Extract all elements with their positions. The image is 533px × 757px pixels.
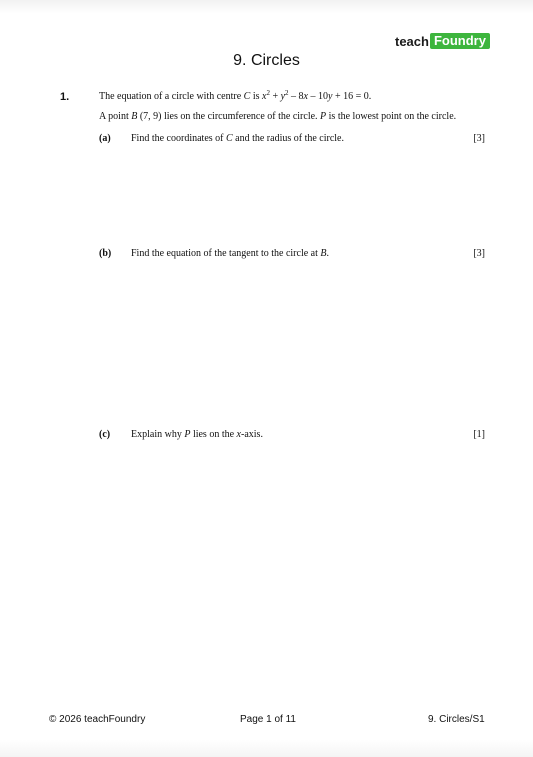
footer-copyright: © 2026 teachFoundry: [49, 714, 146, 725]
part-c-marks: [1]: [473, 429, 485, 440]
part-a-label: (a): [99, 133, 111, 144]
part-b-label: (b): [99, 248, 112, 259]
footer-reference: 9. Circles/S1: [428, 714, 485, 725]
part-b-text: Find the equation of the tangent to the circle at B.: [131, 248, 329, 259]
part-c-label: (c): [99, 429, 111, 440]
question-stem-point: A point B (7, 9) lies on the circumference of the circle. P is the lowest point on the circle.: [99, 111, 457, 122]
part-b-marks: [3]: [473, 248, 485, 259]
part-a-text: Find the coordinates of C and the radius of the circle.: [131, 133, 344, 144]
logo-teach-text: teach: [395, 33, 429, 49]
top-shadow: [0, 0, 533, 14]
question-number: 1.: [60, 91, 70, 103]
part-a-marks: [3]: [473, 133, 485, 144]
teachfoundry-logo: [395, 33, 490, 49]
footer-page-number: Page 1 of 11: [240, 714, 296, 725]
question-stem-equation: The equation of a circle with centre C is $x^2 + y^2 - 8x - 10y + 16 = 0$.: [99, 89, 372, 102]
part-c-text: Explain why P lies on the x-axis.: [131, 429, 263, 440]
bottom-shadow: [0, 740, 533, 757]
page-title: 9. Circles: [233, 52, 300, 69]
logo-foundry-badge: Foundry: [430, 33, 490, 49]
